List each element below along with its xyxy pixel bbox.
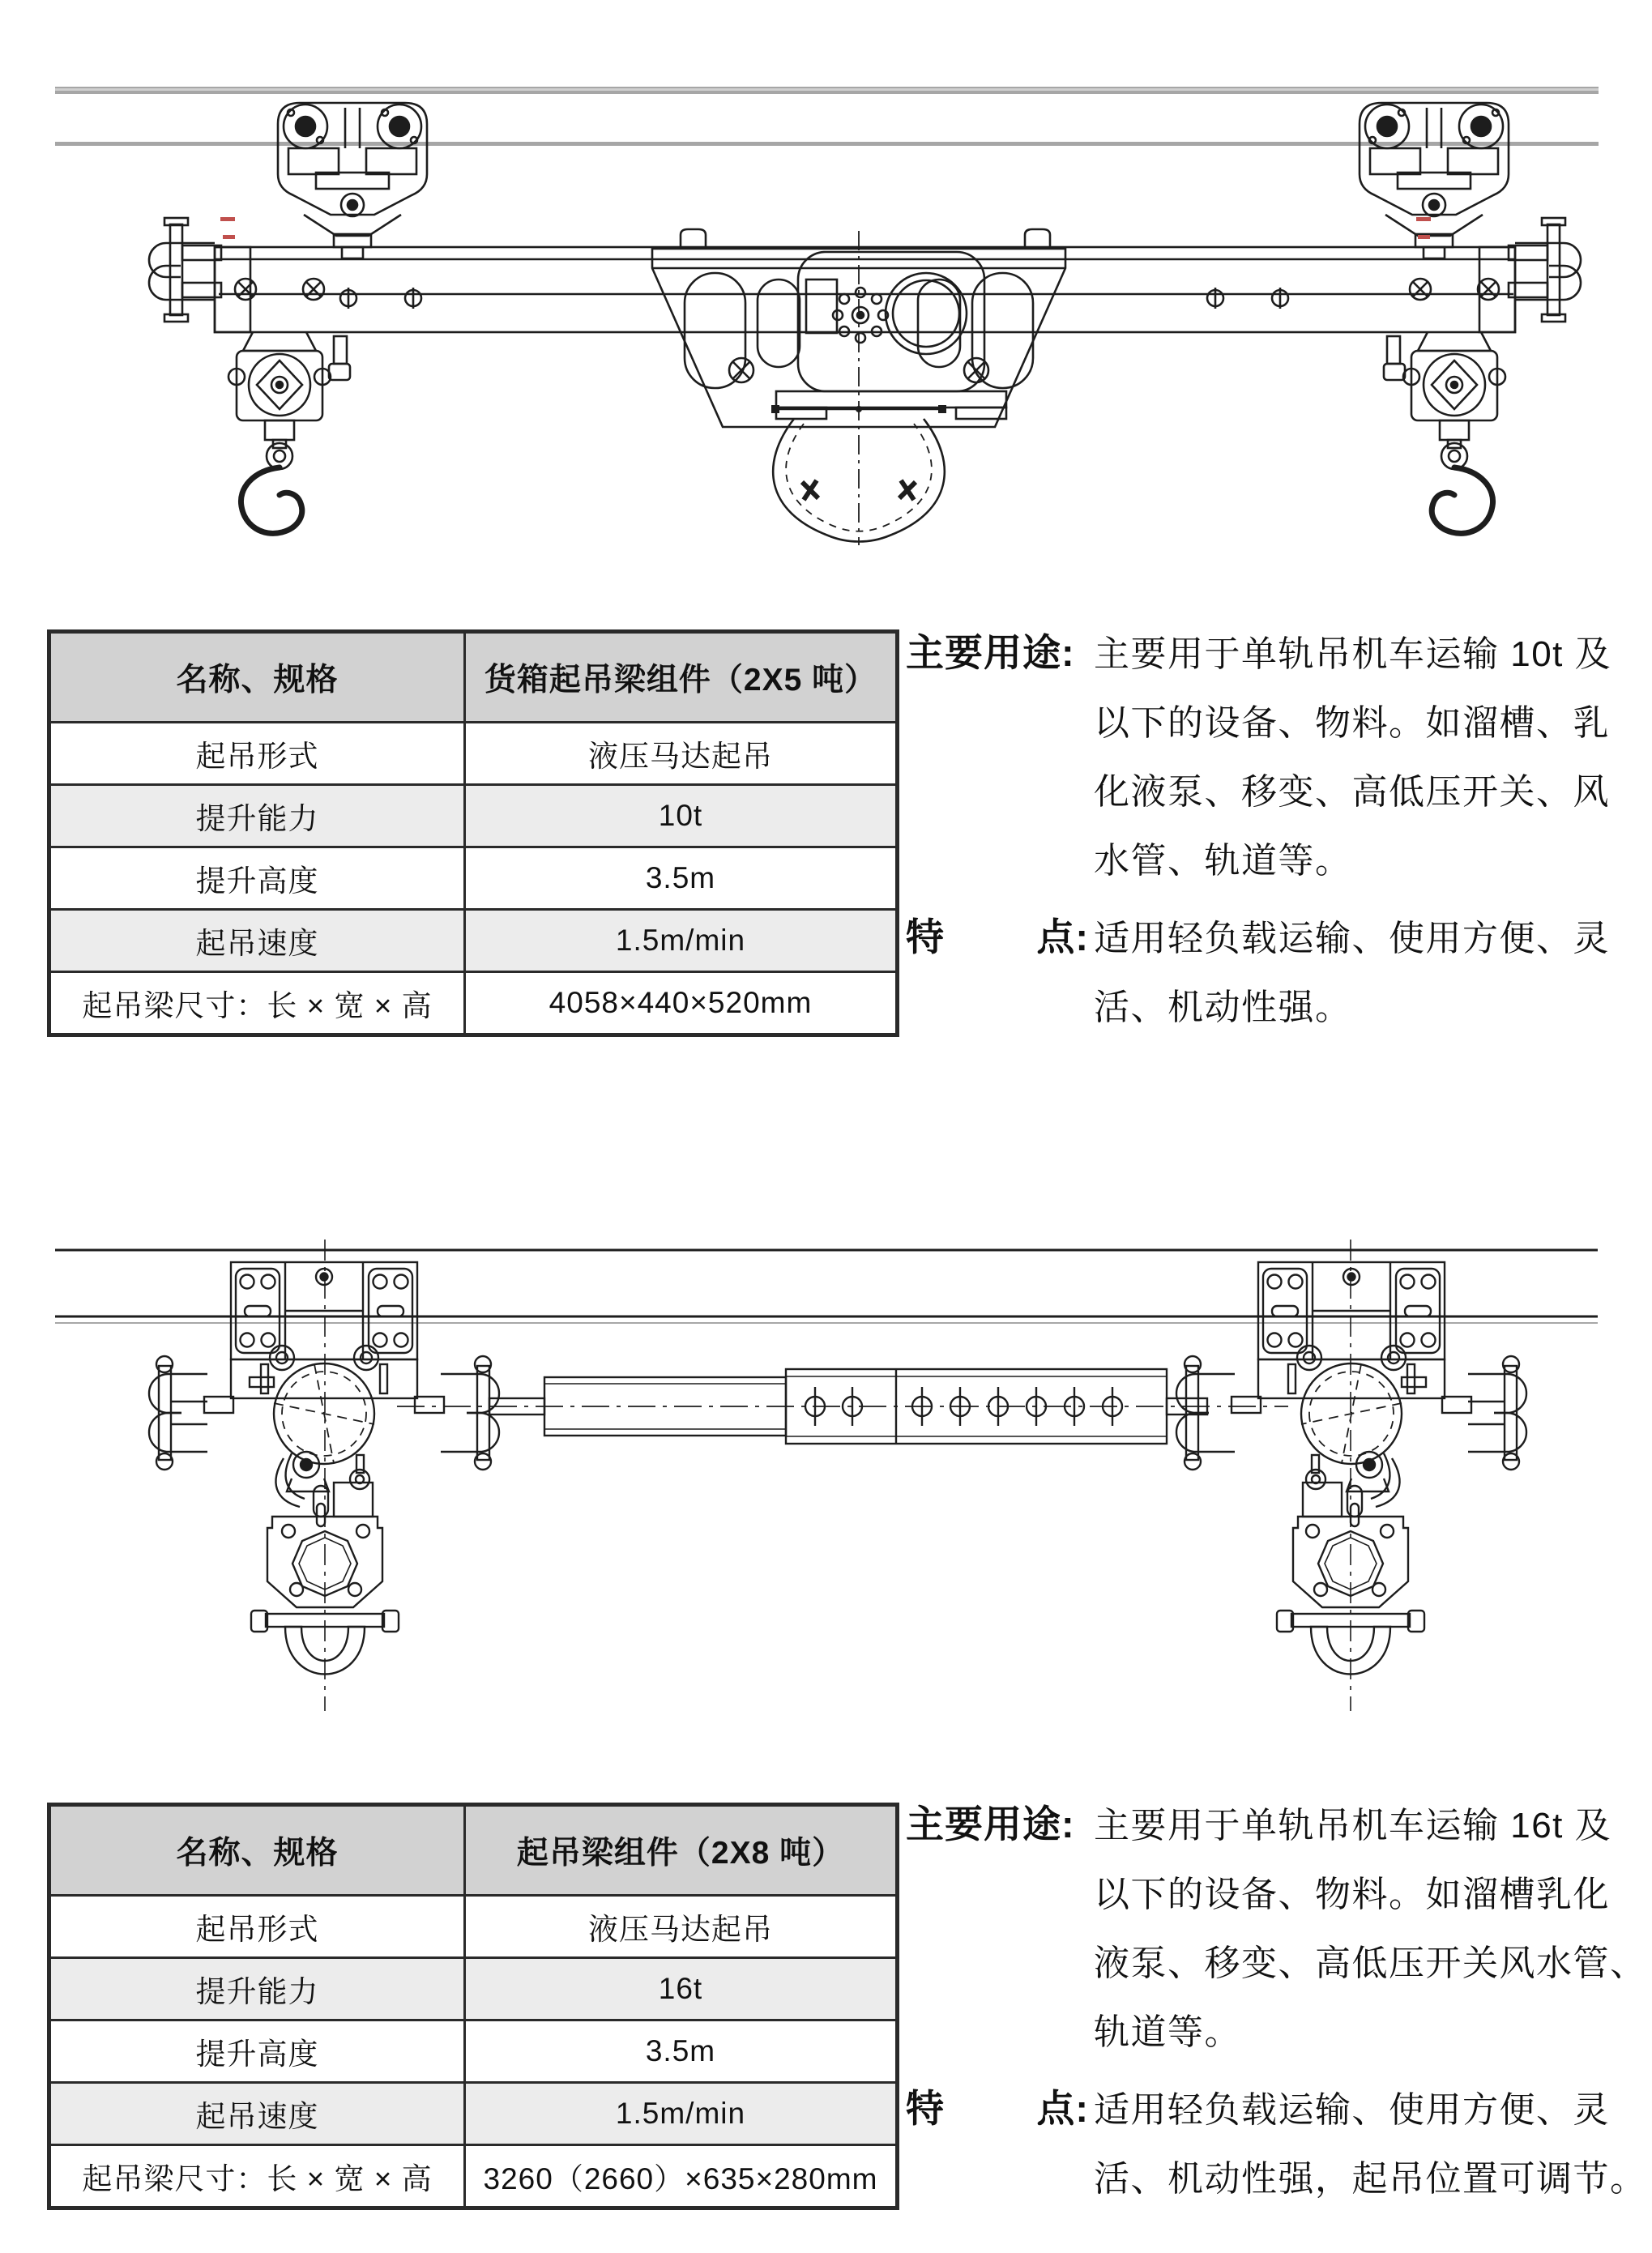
usage-line: 轨道等。 bbox=[1094, 2012, 1241, 2052]
table-row bbox=[49, 847, 898, 910]
description-2x8t bbox=[906, 1787, 1647, 2209]
usage-line: 化液泵、移变、高低压开关、风 bbox=[1094, 771, 1610, 812]
row-label: 提升能力 bbox=[49, 785, 465, 847]
row-value: 1.5m/min bbox=[465, 910, 898, 972]
usage-line: 水管、轨道等。 bbox=[1094, 840, 1352, 881]
header-name-col: 名称、规格 bbox=[49, 1805, 465, 1896]
row-label: 提升能力 bbox=[49, 1958, 465, 2020]
beam-end-stop bbox=[149, 218, 221, 322]
red-reference-marks bbox=[220, 217, 1431, 239]
features-paragraph bbox=[906, 2072, 1647, 2209]
usage-line: 主要用于单轨吊机车运输 10t 及 bbox=[1094, 634, 1612, 674]
features-line: 活、机动性强。 bbox=[1094, 987, 1352, 1027]
header-name-col: 名称、规格 bbox=[49, 632, 465, 723]
table-row bbox=[49, 2145, 898, 2208]
row-label: 提升高度 bbox=[49, 847, 465, 910]
chain-hoist-hook bbox=[228, 279, 350, 533]
table-header-row bbox=[49, 1805, 898, 1896]
row-value: 16t bbox=[465, 1958, 898, 2020]
row-value: 4058×440×520mm bbox=[465, 972, 898, 1035]
row-value: 10t bbox=[465, 785, 898, 847]
table-row bbox=[49, 2083, 898, 2145]
features-paragraph bbox=[906, 900, 1639, 1038]
spec-table-2x5t bbox=[47, 629, 899, 1037]
rail-trolley bbox=[278, 103, 427, 258]
hydraulic-hoist-unit bbox=[149, 1240, 499, 1711]
description-2x5t bbox=[906, 616, 1639, 1038]
features-line: 适用轻负载运输、使用方便、灵 bbox=[1094, 918, 1610, 958]
table-row bbox=[49, 723, 898, 785]
usage-line: 液泵、移变、高低压开关风水管、 bbox=[1094, 1943, 1647, 1983]
row-label: 起吊形式 bbox=[49, 1896, 465, 1958]
row-value: 液压马达起吊 bbox=[465, 1896, 898, 1958]
usage-paragraph bbox=[906, 1787, 1647, 2063]
row-value: 3260（2660）×635×280mm bbox=[465, 2145, 898, 2208]
row-value: 液压马达起吊 bbox=[465, 723, 898, 785]
technical-drawing-2x5t-beam bbox=[49, 12, 1604, 547]
header-spec-col: 货箱起吊梁组件（2X5 吨） bbox=[465, 632, 898, 723]
spec-table-2x8t bbox=[47, 1803, 899, 2210]
table-row bbox=[49, 972, 898, 1035]
row-value: 3.5m bbox=[465, 847, 898, 910]
rail-bottom-flange bbox=[55, 142, 1599, 146]
table-header-row bbox=[49, 632, 898, 723]
row-label: 起吊梁尺寸：长 × 宽 × 高 bbox=[49, 972, 465, 1035]
adjustable-connecting-beam bbox=[397, 1369, 1288, 1444]
features-line: 适用轻负载运输、使用方便、灵 bbox=[1094, 2089, 1610, 2130]
usage-paragraph bbox=[906, 616, 1639, 891]
row-label: 起吊速度 bbox=[49, 2083, 465, 2145]
table-row bbox=[49, 1958, 898, 2020]
row-value: 1.5m/min bbox=[465, 2083, 898, 2145]
header-spec-col: 起吊梁组件（2X8 吨） bbox=[465, 1805, 898, 1896]
row-label: 起吊形式 bbox=[49, 723, 465, 785]
row-value: 3.5m bbox=[465, 2020, 898, 2083]
features-label: 特 点: bbox=[906, 915, 1089, 958]
lifting-beam bbox=[215, 229, 1515, 332]
technical-drawing-2x8t-beam bbox=[49, 1215, 1604, 1734]
table-row bbox=[49, 785, 898, 847]
usage-line: 以下的设备、物料。如溜槽乳化 bbox=[1094, 1874, 1610, 1914]
usage-label: 主要用途: bbox=[906, 631, 1075, 674]
usage-label: 主要用途: bbox=[906, 1803, 1075, 1845]
usage-line: 以下的设备、物料。如溜槽、乳 bbox=[1094, 702, 1610, 743]
table-row bbox=[49, 1896, 898, 1958]
table-row bbox=[49, 2020, 898, 2083]
row-label: 起吊速度 bbox=[49, 910, 465, 972]
central-hoist-unit bbox=[652, 231, 1065, 545]
features-label: 特 点: bbox=[906, 2087, 1089, 2130]
usage-line: 主要用于单轨吊机车运输 16t 及 bbox=[1094, 1805, 1612, 1845]
row-label: 提升高度 bbox=[49, 2020, 465, 2083]
table-row bbox=[49, 910, 898, 972]
features-line: 活、机动性强，起吊位置可调节。 bbox=[1094, 2158, 1647, 2199]
row-label: 起吊梁尺寸：长 × 宽 × 高 bbox=[49, 2145, 465, 2208]
